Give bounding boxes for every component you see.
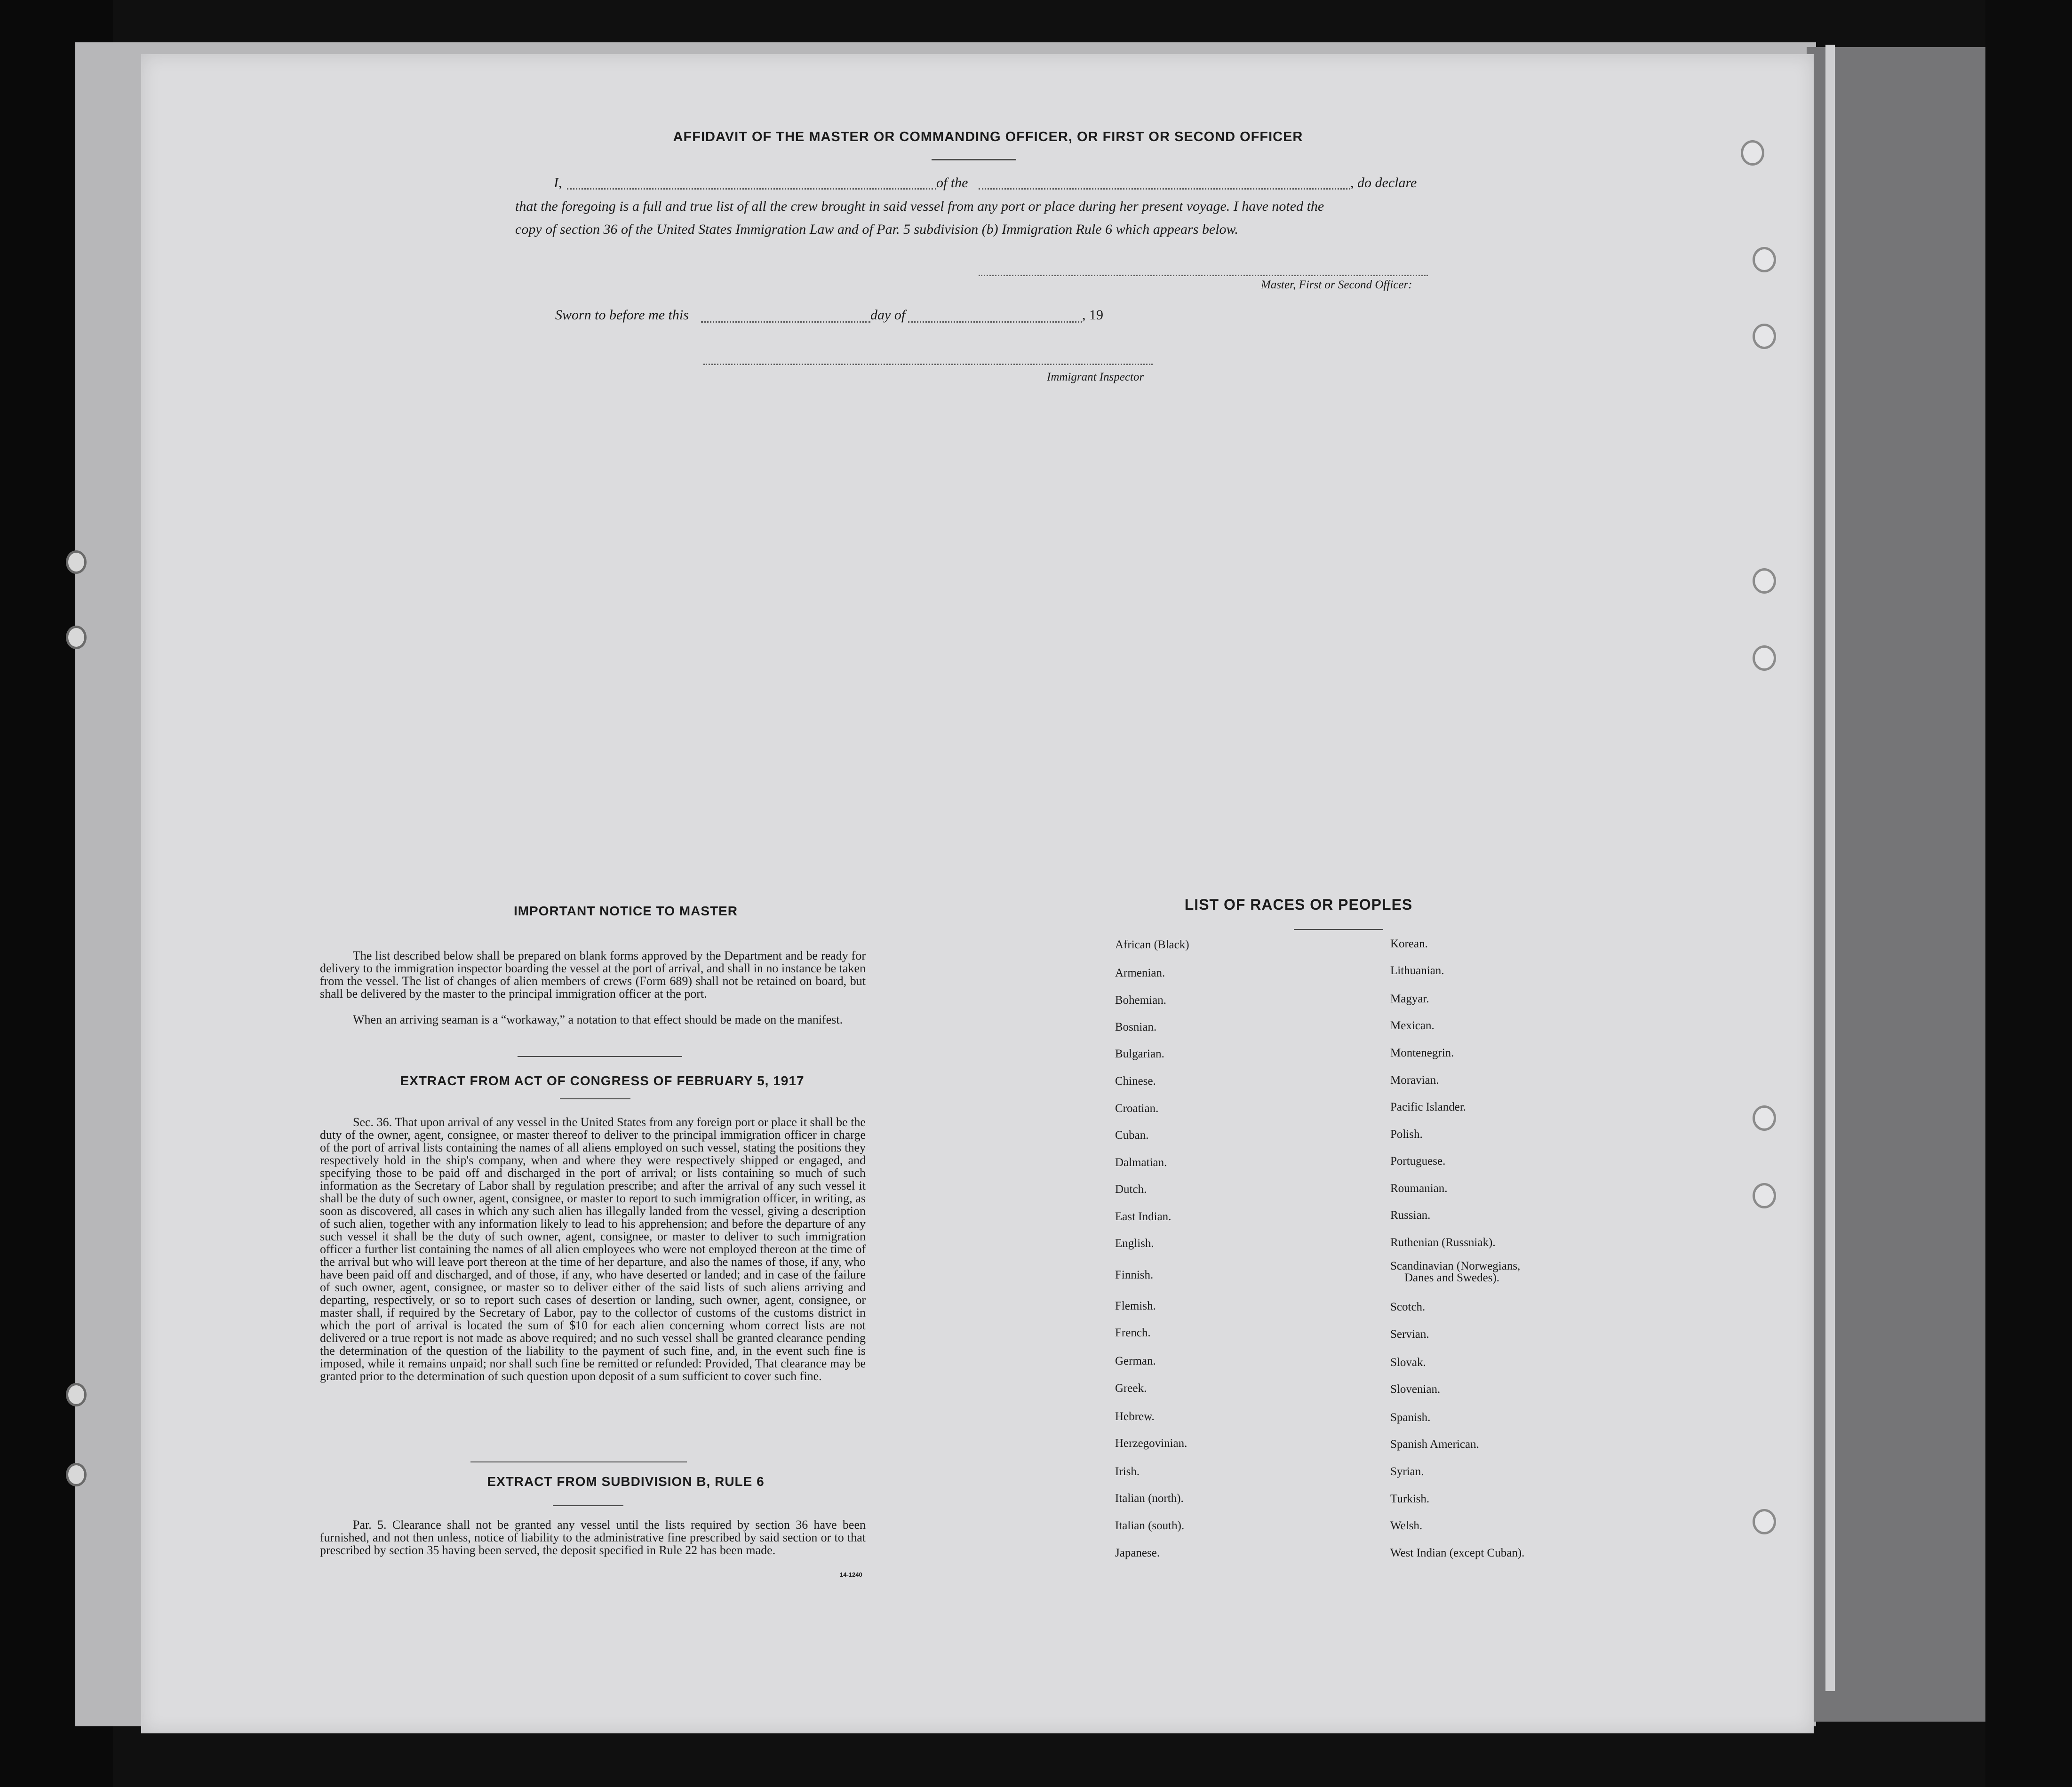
race-item: Danes and Swedes). [1404, 1271, 1500, 1284]
race-item: Dutch. [1115, 1183, 1147, 1196]
notice-title: IMPORTANT NOTICE TO MASTER [513, 904, 738, 918]
vessel-field[interactable] [979, 188, 1350, 190]
race-item: Portuguese. [1390, 1155, 1446, 1168]
binder-hole [66, 550, 87, 574]
race-item: Servian. [1390, 1328, 1429, 1341]
race-item: Roumanian. [1390, 1182, 1448, 1195]
race-item: Slovak. [1390, 1356, 1426, 1369]
scan-border-right [1985, 0, 2072, 1787]
extract-rule-title: EXTRACT FROM SUBDIVISION B, RULE 6 [487, 1474, 765, 1489]
affidavit-of-the: of the [936, 175, 968, 191]
race-item: German. [1115, 1355, 1156, 1367]
punch-hole [1753, 645, 1776, 671]
sworn-day-field[interactable] [701, 321, 870, 323]
race-item: Dalmatian. [1115, 1156, 1167, 1169]
race-item: Italian (north). [1115, 1492, 1184, 1505]
punch-hole [1753, 1183, 1776, 1208]
inspector-caption: Immigrant Inspector [1047, 371, 1144, 383]
race-item: Russian. [1390, 1209, 1431, 1222]
punch-hole [1753, 1105, 1776, 1131]
race-item: Welsh. [1390, 1519, 1423, 1532]
officer-signature-field[interactable] [979, 275, 1428, 276]
name-field[interactable] [567, 188, 936, 190]
race-item: Montenegrin. [1390, 1047, 1454, 1059]
race-item: West Indian (except Cuban). [1390, 1547, 1525, 1559]
race-item: Bosnian. [1115, 1021, 1157, 1033]
punch-hole [1741, 140, 1764, 166]
notice-paragraph-2: When an arriving seaman is a “workaway,” a notation to that effect should be made on the manifest. [353, 1013, 843, 1026]
race-item: English. [1115, 1237, 1154, 1250]
race-item: African (Black) [1115, 938, 1189, 951]
extract-act-title: EXTRACT FROM ACT OF CONGRESS OF FEBRUARY 5, 1917 [400, 1073, 805, 1088]
race-item: Scotch. [1390, 1301, 1426, 1313]
race-item: Slovenian. [1390, 1383, 1441, 1396]
race-item: Mexican. [1390, 1019, 1434, 1032]
inspector-signature-field[interactable] [703, 364, 1153, 365]
race-item: Bulgarian. [1115, 1048, 1164, 1060]
year-prefix: , 19 [1082, 307, 1103, 323]
day-of-label: day of [870, 307, 906, 323]
binder-hole [66, 626, 87, 649]
race-item: Hebrew. [1115, 1410, 1155, 1423]
form-code: 14-1240 [840, 1571, 862, 1578]
race-item: Magyar. [1390, 993, 1429, 1005]
punch-hole [1753, 1509, 1776, 1534]
divider [1294, 929, 1383, 930]
page-shadow-right [1807, 47, 2004, 1722]
punch-hole [1753, 247, 1776, 272]
section-36-text: Sec. 36. That upon arrival of any vessel in the United States from any foreign port or place it shall be the duty of the owner, agent, consignee, or master thereof to deliver to the principal immigration officer in charge of the port of arrival lists containing the names of all aliens employed on such vessel, stating the positions they respectively hold in the ship's company, when and where they were respectively shipped or engaged, and specifying those to be paid off and discharged in the port of arrival; or lists containing so much of such information as the Secretary of Labor shall by regulation prescribe; and after the arrival of any such vessel it shall be the duty of such owner, agent, consignee, or master to report to such immigration officer, in writing, as soon as discovered, all cases in which any such alien has illegally landed from the vessel, giving a description of such alien, together with any information likely to lead to his apprehension; and before the departure of any such vessel it shall be the duty of such owner, agent, consignee, or master to deliver to such immigration officer a further list containing the names of all alien employees who were not employed thereon at the time of the arrival but who will leave port thereon at the time of her departure, and also the names of those, if any, who have been paid off and discharged, and of those, if any, who have deserted or landed; and in case of the failure of such owner, agent, consignee, or master so to deliver either of the said lists of such aliens arriving and departing, respectively, or so to report such cases of desertion or landing, such owner, agent, consignee, or master shall, if required by the Secretary of Labor, pay to the collector of customs of the customs district in which the port of arrival is located the sum of $10 for each alien concerning whom correct lists are not delivered or a true report is not made as above required; and no such vessel shall be granted clearance pending the determination of the question of the liability to the payment of such fine, and, in the event such fine is imposed, while it remains unpaid; nor shall such fine be remitted or refunded: Provided, That clearance may be granted prior to the determination of such question upon deposit of a sum sufficient to cover such fine. [320, 1115, 866, 1383]
race-item: Syrian. [1390, 1465, 1424, 1478]
race-item: Herzegovinian. [1115, 1437, 1187, 1450]
notice-paragraph-1: The list described below shall be prepared on blank forms approved by the Department and be ready for delivery to the immigration inspector boarding the vessel at the port of arrival, and shall in no instance be taken from the vessel. The list of changes of alien members of crews (Form 689) shall not be retained on board, but shall be delivered by the master to the principal immigration officer at the port. [320, 949, 866, 1001]
affidavit-do-declare: , do declare [1350, 175, 1417, 191]
divider [470, 1461, 687, 1462]
binder-hole [66, 1383, 87, 1406]
divider [553, 1505, 623, 1506]
race-item: Flemish. [1115, 1300, 1156, 1312]
binder-hole [66, 1463, 87, 1486]
race-item: Greek. [1115, 1382, 1147, 1395]
race-item: Spanish American. [1390, 1438, 1479, 1451]
divider [518, 1056, 682, 1057]
race-item: Turkish. [1390, 1493, 1430, 1505]
race-item: Finnish. [1115, 1269, 1154, 1281]
punch-hole [1753, 324, 1776, 349]
race-item: Bohemian. [1115, 994, 1167, 1007]
rule-6-text: Par. 5. Clearance shall not be granted any vessel until the lists required by section 36 have been furnished, and not then unless, notice of liability to the administrative fine prescribed by said section or to that prescribed by section 35 having been served, the deposit specified in Rule 22 has been made. [320, 1518, 866, 1557]
race-item: Armenian. [1115, 967, 1165, 979]
page-edge [1825, 45, 1835, 1691]
affidavit-i-label: I, [554, 175, 562, 191]
race-item: East Indian. [1115, 1210, 1171, 1223]
race-item: Italian (south). [1115, 1519, 1185, 1532]
race-item: Polish. [1390, 1128, 1423, 1141]
race-item: Irish. [1115, 1465, 1140, 1478]
race-item: Korean. [1390, 937, 1428, 950]
races-title: LIST OF RACES OR PEOPLES [1184, 896, 1413, 913]
race-item: Chinese. [1115, 1075, 1156, 1088]
signature-caption: Master, First or Second Officer: [1261, 278, 1412, 291]
race-item: Pacific Islander. [1390, 1101, 1466, 1113]
affidavit-line-2: that the foregoing is a full and true list of all the crew brought in said vessel from any port or place during her present voyage. I have noted the [515, 199, 1324, 214]
affidavit-title: AFFIDAVIT OF THE MASTER OR COMMANDING OFFICER, OR FIRST OR SECOND OFFICER [673, 129, 1303, 144]
race-item: Scandinavian (Norwegians, [1390, 1260, 1521, 1272]
race-item: French. [1115, 1326, 1151, 1339]
race-item: Cuban. [1115, 1129, 1149, 1142]
affidavit-line-3: copy of section 36 of the United States Immigration Law and of Par. 5 subdivision (b) Immigration Rule 6 which appears below. [515, 222, 1238, 237]
race-item: Spanish. [1390, 1411, 1431, 1424]
punch-hole [1753, 568, 1776, 594]
divider [560, 1098, 630, 1099]
title-divider [932, 159, 1016, 160]
sworn-label: Sworn to before me this [555, 307, 689, 323]
race-item: Moravian. [1390, 1074, 1439, 1087]
sworn-month-field[interactable] [908, 321, 1082, 323]
race-item: Ruthenian (Russniak). [1390, 1236, 1496, 1249]
race-item: Lithuanian. [1390, 964, 1444, 977]
race-item: Japanese. [1115, 1547, 1160, 1559]
race-item: Croatian. [1115, 1102, 1159, 1115]
